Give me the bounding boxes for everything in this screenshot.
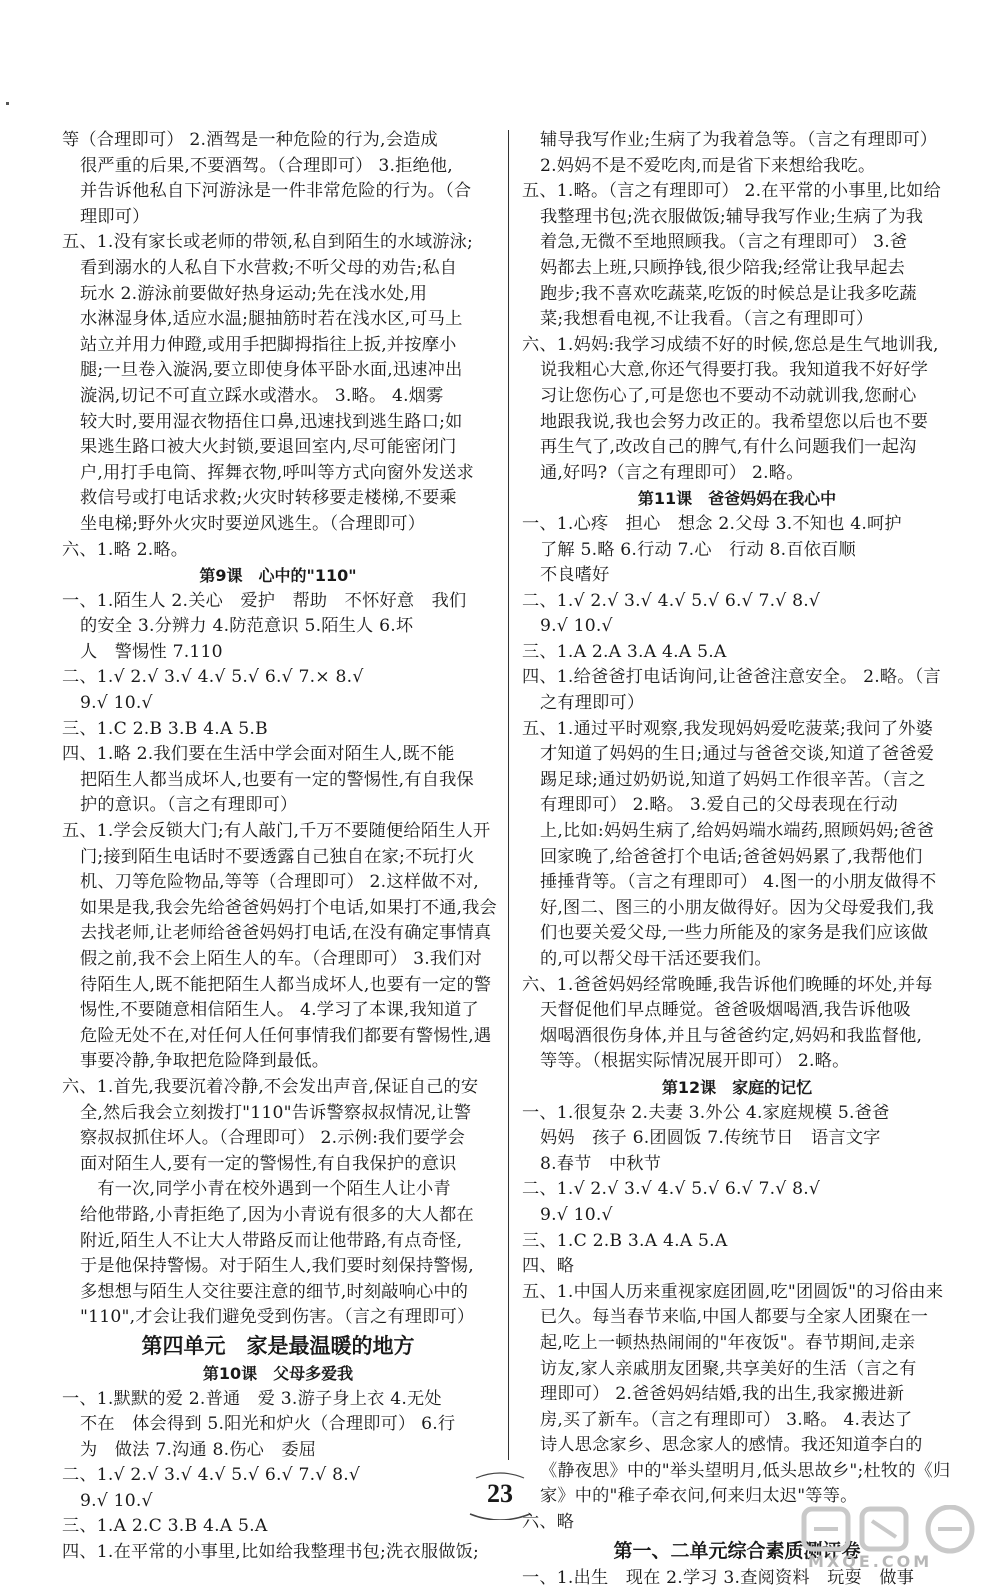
scan-mark [6,102,9,105]
answer-line: 跑步;我不喜欢吃蔬菜,吃饭的时候总是让我多吃蔬 [540,283,917,304]
answer-line: 四、1.给爸爸打电话询问,让爸爸注意安全。 2.略。（言 [522,667,941,688]
answer-line: 五、1.学会反锁大门;有人敲门,千万不要随便给陌生人开 [62,821,491,842]
answer-line: 一、1.陌生人 2.关心 爱护 帮助 不怀好意 我们 [62,590,467,611]
answer-line: 等（合理即可） 2.酒驾是一种危险的行为,会造成 [62,130,438,150]
answer-line: 机、刀等危险物品,等等（合理即可） 2.这样做不对, [80,872,479,893]
answer-line: 坐电梯;野外火灾时要逆风逃生。（合理即可） [80,513,426,534]
answer-line: 着急,无微不至地照顾我。（言之有理即可） 3.爸 [540,232,908,253]
answer-line: 漩涡,切记不可直立踩水或潜水。 3.略。 4.烟雾 [80,385,444,406]
answer-line: 惕性,不要随意相信陌生人。 4.学习了本课,我知道了 [80,1000,479,1021]
answer-line: 护的意识。（言之有理即可） [80,795,298,816]
answer-line: 三、1.C 2.B 3.B 4.A 5.B [62,718,268,739]
answer-line: 房,买了新车。（言之有理即可） 3.略。 4.表达了 [540,1409,913,1430]
answer-line: 五、1.通过平时观察,我发现妈妈爱吃菠菜;我问了外婆 [522,718,933,739]
answer-line: 天督促他们早点睡觉。爸爸吸烟喝酒,我告诉他吸 [540,1000,911,1021]
answer-line: 玩水 2.游泳前要做好热身运动;先在浅水处,用 [80,283,428,304]
answer-line: 二、1.√ 2.√ 3.√ 4.√ 5.√ 6.√ 7.√ 8.√ [522,1179,821,1200]
watermark-url: MXQE.COM [808,1552,933,1571]
lesson-10-title: 第10课 父母多爱我 [202,1363,354,1383]
left-column [62,128,497,1566]
answer-line: 三、1.C 2.B 3.A 4.A 5.A [522,1230,728,1251]
answer-line: 察叔叔抓住坏人。（合理即可） 2.示例:我们要学会 [80,1128,465,1149]
answer-line: 看到溺水的人私自下水营救;不听父母的劝告;私自 [80,257,458,278]
answer-line: 六、1.妈妈:我学习成绩不好的时候,您总是生气地训我, [522,334,939,355]
answer-line: 三、1.A 2.A 3.A 4.A 5.A [522,641,727,662]
answer-line: 四、1.略 2.我们要在生活中学会面对陌生人,既不能 [62,744,455,765]
answer-line: 把陌生人都当成坏人,也要有一定的警惕性,有自我保 [80,769,474,790]
answer-line: 妈妈 孩子 6.团圆饭 7.传统节日 语言文字 [540,1128,881,1149]
answer-line: 给他带路,小青拒绝了,因为小青说有很多的大人都在 [80,1204,474,1225]
answer-line: 9.√ 10.√ [540,1204,613,1225]
answer-line: "110",才会让我们避免受到伤害。（言之有理即可） [80,1307,475,1328]
answer-line: 人 警惕性 7.110 [80,641,223,662]
answer-line: 如果是我,我会先给爸爸妈妈打个电话,如果打不通,我会 [80,897,497,918]
column-divider [508,130,509,1460]
answer-line: 果逃生路口被大火封锁,要退回室内,尽可能密闭门 [80,437,457,458]
answer-line: 捶捶背等。（言之有理即可） 4.图一的小朋友做得不 [540,872,937,893]
answer-line: 户,用打手电筒、挥舞衣物,呼叫等方式向窗外发送求 [80,462,474,483]
answer-line: 上,比如:妈妈生病了,给妈妈端水端药,照顾妈妈;爸爸 [540,821,935,842]
answer-line: 说我粗心大意,你还气得要打我。我知道我不好好学 [540,360,929,381]
answer-line: 救信号或打电话求救;火灾时转移要走楼梯,不要乘 [80,488,457,509]
answer-line: 多想想与陌生人交往要注意的细节,时刻敲响心中的 [80,1281,469,1302]
answer-line: 站立并用力伸蹬,或用手把脚拇指往上扳,并按摩小 [80,334,457,355]
answer-line: 2.妈妈不是不爱吃肉,而是省下来想给我吃。 [540,155,876,176]
answer-line: 们也要关爱父母,一些力所能及的家务是我们应该做 [540,923,929,944]
answer-line: 再生气了,改改自己的脾气,有什么问题我们一起沟 [540,437,917,458]
answer-line: 起,吃上一顿热热闹闹的"年夜饭"。春节期间,走亲 [540,1332,916,1353]
answer-line: 9.√ 10.√ [80,1490,153,1511]
answer-line: 我整理书包;洗衣服做饭;辅导我写作业;生病了为我 [540,206,924,227]
unit-4-title: 第四单元 家是最温暖的地方 [141,1333,415,1358]
answer-line: 好,图二、图三的小朋友做得好。因为父母爱我们,我 [540,897,934,918]
answer-line: 有一次,同学小青在校外遇到一个陌生人让小青 [80,1179,451,1200]
answer-line: 很严重的后果,不要酒驾。（合理即可） 3.拒绝他, [80,155,453,176]
answer-line: 为 做法 7.沟通 8.伤心 委屈 [80,1439,317,1460]
answer-line: 去找老师,让老师给爸爸妈妈打电话,在没有确定事情真 [80,923,492,944]
answer-line: 全,然后我会立刻拨打"110"告诉警察叔叔情况,让警 [80,1102,472,1123]
answer-line: 诗人思念家乡、思念家人的感情。我还知道李白的 [540,1435,923,1456]
answer-line: 四、1.在平常的小事里,比如给我整理书包;洗衣服做饭; [62,1542,479,1563]
answer-line: 一、1.出生 现在 2.学习 3.查阅资料 玩耍 做事 [522,1567,915,1588]
answer-line: 习让您伤心了,可是您也不要动不动就训我,您耐心 [540,385,917,406]
answer-line: 二、1.√ 2.√ 3.√ 4.√ 5.√ 6.√ 7.× 8.√ [62,667,364,688]
answer-line: 一、1.心疼 担心 想念 2.父母 3.不知也 4.呵护 [522,513,902,534]
answer-line: 六、1.首先,我要沉着冷静,不会发出声音,保证自己的安 [62,1076,479,1097]
answer-line: 了解 5.略 6.行动 7.心 行动 8.百依百顺 [540,539,856,560]
answer-line: 9.√ 10.√ [540,616,613,637]
answer-line: 六、1.爸爸妈妈经常晚睡,我告诉他们晚睡的坏处,并每 [522,974,933,995]
answer-line: 于是他保持警惕。对于陌生人,我们要时刻保持警惕, [80,1256,474,1277]
answer-line: 事要冷静,争取把危险降到最低。 [80,1051,330,1072]
answer-line: 一、1.很复杂 2.夫妻 3.外公 4.家庭规模 5.爸爸 [522,1102,890,1123]
answer-line: 五、1.中国人历来重视家庭团圆,吃"团圆饭"的习俗由来 [522,1281,944,1302]
answer-line: 通,好吗?（言之有理即可） 2.略。 [540,462,804,483]
answer-line: 二、1.√ 2.√ 3.√ 4.√ 5.√ 6.√ 7.√ 8.√ [522,590,821,611]
answer-line: 五、1.没有家长或老师的带领,私自到陌生的水域游泳; [62,232,473,253]
answer-line: 六、1.略 2.略。 [62,539,189,560]
answer-line: 二、1.√ 2.√ 3.√ 4.√ 5.√ 6.√ 7.√ 8.√ [62,1465,361,1486]
lesson-12-title: 第12课 家庭的记忆 [661,1077,813,1097]
answer-line: 已久。每当春节来临,中国人都要与全家人团聚在一 [540,1307,929,1328]
answer-line: 等等。（根据实际情况展开即可） 2.略。 [540,1051,850,1072]
answer-line: 妈都去上班,只顾挣钱,很少陪我;经常让我早起去 [540,257,906,278]
answer-line: 门;接到陌生电话时不要透露自己独自在家;不玩打火 [80,846,475,867]
right-column [522,128,952,1591]
answer-line: 五、1.略。（言之有理即可） 2.在平常的小事里,比如给 [522,181,941,202]
assessment-title: 第一、二单元综合素质测评卷 [613,1539,861,1562]
answer-line: 四、略 [522,1256,575,1277]
answer-line: 《静夜思》中的"举头望明月,低头思故乡";杜牧的《归 [540,1460,951,1481]
answer-line: 9.√ 10.√ [80,693,153,714]
answer-line: 8.春节 中秋节 [540,1153,662,1174]
answer-line: 六、略 [522,1512,575,1533]
answer-line: 辅导我写作业;生病了为我着急等。（言之有理即可） [540,130,938,150]
answer-line: 访友,家人亲戚朋友团聚,共享美好的生活（言之有 [540,1358,917,1379]
answer-line: 地跟我说,我也会努力改正的。我希望您以后也不要 [540,411,929,432]
lesson-9-title: 第9课 心中的"110" [199,566,357,586]
answer-line: 理即可） 2.爸爸妈妈结婚,我的出生,我家搬进新 [540,1384,905,1405]
answer-line: 烟喝酒很伤身体,并且与爸爸约定,妈妈和我监督他, [540,1025,923,1046]
answer-line: 踢足球;通过奶奶说,知道了妈妈工作很辛苦。（言之 [540,769,926,790]
answer-line: 假之前,我不会上陌生人的车。（合理即可） 3.我们对 [80,949,483,969]
answer-line: 水淋湿身体,适应水温;腿抽筋时若在浅水区,可马上 [80,309,463,330]
answer-line: 之有理即可） [540,693,645,714]
answer-line: 的,可以帮父母干活还要我们。 [540,949,772,969]
answer-line: 才知道了妈妈的生日;通过与爸爸交谈,知道了爸爸爱 [540,744,935,765]
answer-line: 家》中的"稚子牵衣问,何来归太迟"等等。 [540,1486,858,1507]
answer-line: 待陌生人,既不能把陌生人都当成坏人,也要有一定的警 [80,974,492,995]
answer-line: 一、1.默默的爱 2.普通 爱 3.游子身上衣 4.无处 [62,1388,442,1409]
answer-line: 的安全 3.分辨力 4.防范意识 5.陌生人 6.坏 [80,616,414,637]
answer-line: 不良嗜好 [540,565,610,586]
answer-line: 较大时,要用湿衣物捂住口鼻,迅速找到逃生路口;如 [80,411,463,432]
answer-line: 危险无处不在,对任何人任何事情我们都要有警惕性,遇 [80,1025,492,1046]
answer-line: 有理即可） 2.略。 3.爱自己的父母表现在行动 [540,795,898,816]
answer-line: 并告诉他私自下河游泳是一件非常危险的行为。（合 [80,181,472,202]
answer-line: 面对陌生人,要有一定的警惕性,有自我保护的意识 [80,1153,457,1174]
page-number: 23 [487,1479,513,1508]
answer-line: 不在 体会得到 5.阳光和炉火（合理即可） 6.行 [80,1414,456,1435]
answer-line: 菜;我想看电视,不让我看。（言之有理即可） [540,309,874,330]
answer-line: 腿;一旦卷入漩涡,要立即使身体平卧水面,迅速冲出 [80,360,463,381]
answer-line: 回家晚了,给爸爸打个电话;爸爸妈妈累了,我帮他们 [540,846,923,867]
answer-line: 理即可） [80,206,150,227]
lesson-11-title: 第11课 爸爸妈妈在我心中 [637,489,837,509]
answer-line: 附近,陌生人不让大人带路反而让他带路,有点奇怪, [80,1230,463,1251]
answer-line: 三、1.A 2.C 3.B 4.A 5.A [62,1516,268,1537]
